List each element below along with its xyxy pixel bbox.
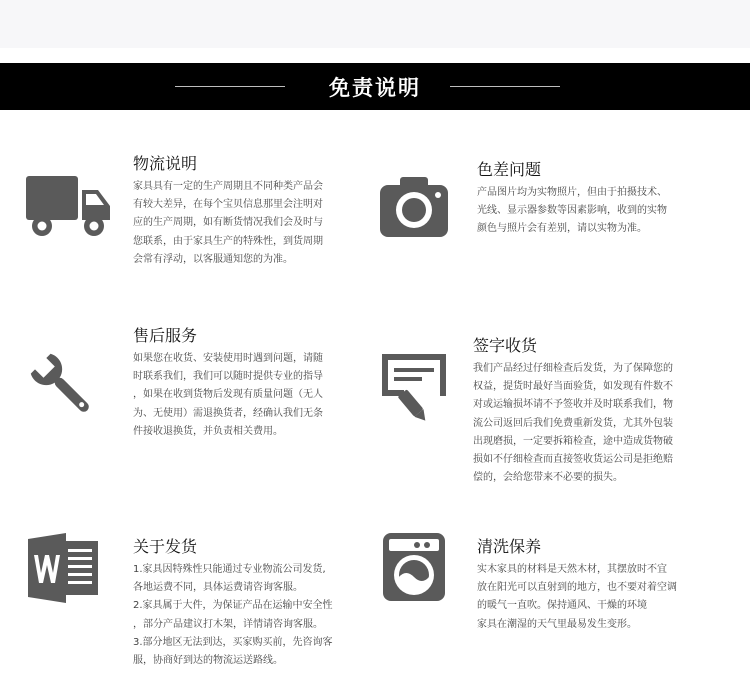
washing-machine-icon [381, 531, 447, 607]
section-aftersales-title: 售后服务 [133, 326, 198, 345]
camera-icon [378, 173, 450, 243]
signature-icon [380, 352, 450, 428]
section-care [477, 534, 737, 634]
section-color [477, 157, 737, 239]
section-color-body: 产品图片均为实物照片，但由于拍摄技术、 光线、显示器参数等因素影响，收到的实物 颜色与照片会有差别，请以实物为准。 [477, 187, 667, 235]
section-logistics-title: 物流说明 [133, 154, 198, 173]
section-aftersales [133, 323, 373, 441]
word-doc-icon [28, 533, 100, 607]
section-logistics-body: 家具具有一定的生产周期且不同种类产品会 有较大差异，在每个宝贝信息那里会注明对 应的生产周期，如有断货情况我们会及时与 您联系，由于家具生产的特殊性，到货周期 会常有浮动，以客服通知您的为准。 [133, 181, 323, 265]
section-aftersales-body: 如果您在收货、安装使用时遇到问题，请随 时联系我们，我们可以随时提供专业的指导 ，如果在收到货物后发现有质量问题（无人 为、无使用）需退换货者，经确认我们无条 件接收退换货，并负责相关费用。 [133, 353, 323, 437]
truck-icon [24, 172, 114, 246]
section-shipping-body: 1.家具因特殊性只能通过专业物流公司发货, 各地运费不同，具体运费请咨询客服。 2.家具属于大件，为保证产品在运输中安全性 ，部分产品建议打木架，详情请咨询客服。 3.部分地区无法到达，买家购买前，先咨询客 服，协商好到达的物流运送路线。 [133, 564, 333, 667]
section-signing-title: 签字收货 [473, 336, 538, 355]
section-signing-body: 我们产品经过仔细检查后发货，为了保障您的 权益，提货时最好当面验货，如发现有件数不 对或运输损坏请不予签收并及时联系我们，物 流公司返回后我们免费重新发货，尤其外包装 出现磨损，一定要拆箱检查，途中造成货物破 损如不仔细检查而直接签收货运公司是拒绝赔 偿的，会给您带来不必要的损失。 [473, 363, 673, 484]
banner-divider-right [450, 86, 560, 87]
section-shipping [133, 534, 373, 670]
banner-title: 免责说明 [329, 76, 421, 100]
top-strip [0, 0, 750, 48]
section-care-title: 清洗保养 [477, 537, 542, 556]
section-shipping-title: 关于发货 [133, 537, 198, 556]
disclaimer-banner [0, 63, 750, 110]
section-color-title: 色差问题 [477, 160, 542, 179]
section-logistics [133, 151, 373, 269]
section-signing [473, 333, 743, 487]
wrench-icon [28, 352, 100, 426]
section-care-body: 实木家具的材料是天然木材，其摆放时不宜 放在阳光可以直射到的地方，也不要对着空调 的暖气一直吹。保持通风、干燥的环境 家具在潮湿的天气里最易发生变形。 [477, 564, 677, 630]
